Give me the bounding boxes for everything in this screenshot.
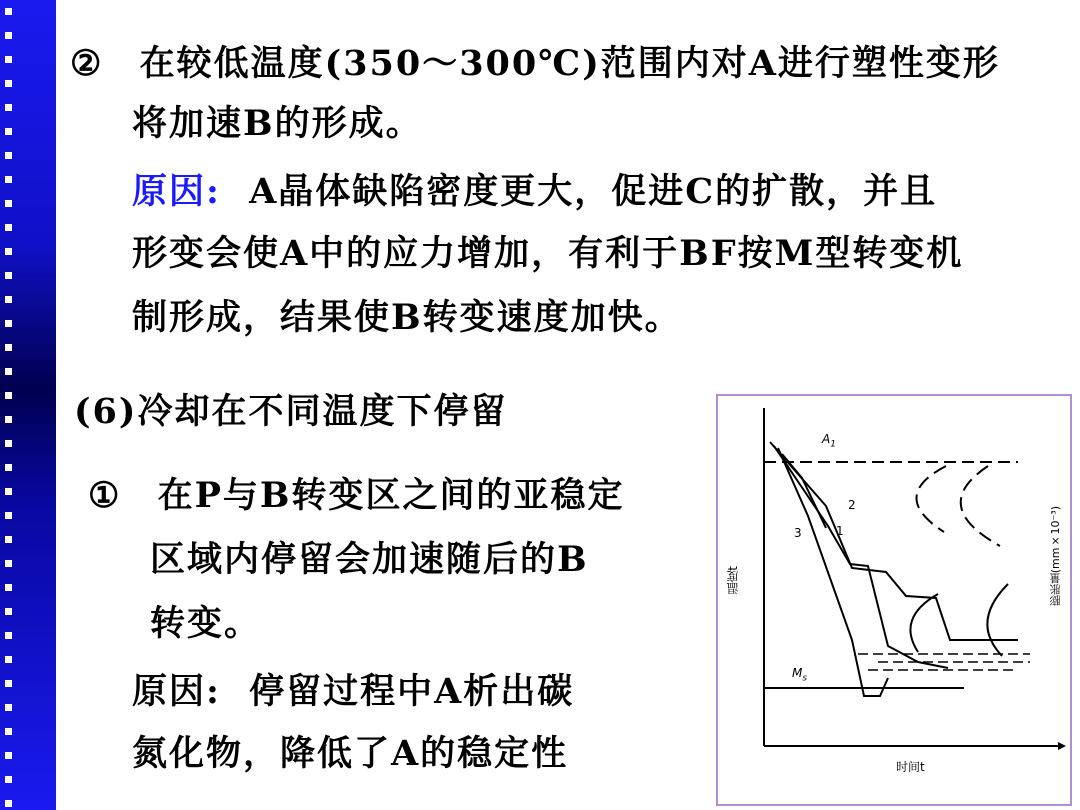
sidebar-square — [5, 440, 12, 447]
right-axis-label: 膨胀量(mm×10⁻³) — [1049, 506, 1062, 607]
b-curve-start — [910, 594, 938, 652]
sidebar-square — [5, 56, 12, 63]
cooling-curve-3 — [778, 448, 888, 696]
sidebar-square — [5, 320, 12, 327]
sidebar-square — [5, 776, 12, 783]
sidebar-square — [5, 8, 12, 15]
sidebar-square — [5, 512, 12, 519]
item2-marker: ② — [70, 43, 104, 84]
sidebar-square — [5, 608, 12, 615]
c-curve-finish — [961, 466, 1000, 546]
label-a1: $A_1$ — [822, 432, 836, 450]
sidebar-square — [5, 584, 12, 591]
sidebar-square — [5, 536, 12, 543]
sidebar-square — [5, 704, 12, 711]
sidebar-square — [5, 728, 12, 735]
b-curve-finish — [987, 584, 1008, 656]
sidebar-square — [5, 200, 12, 207]
reason1-text-line3: 制形成，结果使B转变速度加快。 — [132, 297, 682, 338]
curve-label-1: 1 — [836, 524, 844, 538]
y-axis-label: 温度t — [726, 566, 740, 595]
sidebar-square — [5, 104, 12, 111]
sidebar-square — [5, 800, 12, 807]
item2-text-line1: 在较低温度(350～300℃)范围内对A进行塑性变形 — [139, 43, 1000, 84]
section6-heading: (6)冷却在不同温度下停留 — [74, 391, 508, 432]
sidebar-square — [5, 128, 12, 135]
sidebar-square — [5, 488, 12, 495]
cooling-curve-1 — [774, 446, 948, 668]
curve-label-2: 2 — [848, 498, 856, 512]
reason2-label: 原因: — [132, 671, 221, 712]
sidebar-square — [5, 464, 12, 471]
sidebar-square — [5, 32, 12, 39]
item1-text-line3: 转变。 — [150, 603, 262, 644]
cooling-transformation-diagram — [716, 394, 1072, 806]
item1-text-line2: 区域内停留会加速随后的B — [150, 539, 589, 580]
sidebar-square — [5, 656, 12, 663]
sidebar-decoration — [0, 0, 56, 810]
reason1-text-line2: 形变会使A中的应力增加，有利于BF按M型转变机 — [132, 233, 964, 274]
diagram-svg — [718, 396, 1070, 804]
sidebar-square — [5, 296, 12, 303]
x-axis-arrow — [1058, 742, 1066, 750]
item1-line1 — [88, 476, 624, 516]
reason1-label: 原因: — [132, 171, 221, 212]
item1-text-line1: 在P与B转变区之间的亚稳定 — [157, 475, 625, 516]
item1-marker: ① — [88, 475, 122, 516]
sidebar-square — [5, 680, 12, 687]
sidebar-square — [5, 176, 12, 183]
sidebar-square — [5, 80, 12, 87]
sidebar-square — [5, 224, 12, 231]
curve-label-3: 3 — [794, 526, 802, 540]
reason2-line1 — [132, 672, 574, 712]
reason2-text-line1: 停留过程中A析出碳 — [249, 671, 575, 712]
sidebar-square — [5, 368, 12, 375]
item2-line1 — [70, 44, 1000, 84]
sidebar-square — [5, 752, 12, 759]
x-axis-label: 时间t — [896, 760, 925, 774]
item2-text-line2: 将加速B的形成。 — [132, 103, 423, 144]
sidebar-square — [5, 392, 12, 399]
sidebar-square — [5, 152, 12, 159]
label-ms: $M_s$ — [792, 666, 808, 684]
sidebar-square — [5, 632, 12, 639]
sidebar-square — [5, 272, 12, 279]
c-curve-start — [916, 466, 946, 532]
sidebar-square — [5, 248, 12, 255]
reason1-line1 — [132, 172, 937, 212]
sidebar-square — [5, 416, 12, 423]
reason2-text-line2: 氮化物，降低了A的稳定性 — [132, 733, 569, 774]
sidebar-square — [5, 560, 12, 567]
sidebar-square — [5, 344, 12, 351]
reason1-text-line1: A晶体缺陷密度更大，促进C的扩散，并且 — [249, 171, 938, 212]
